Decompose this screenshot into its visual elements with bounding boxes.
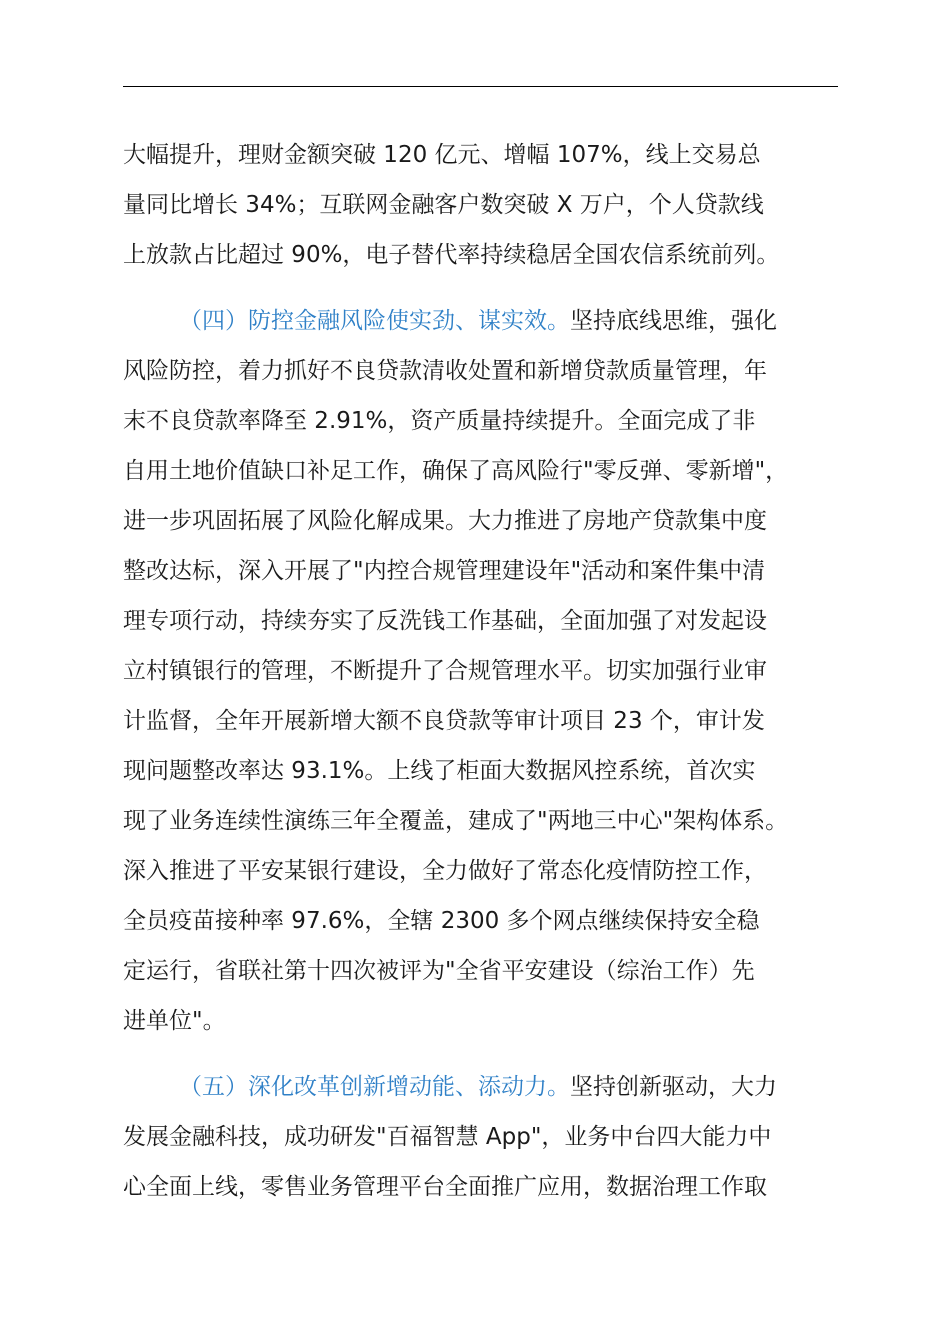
section-5-first-line	[123, 1062, 843, 1112]
text-line: 自用土地价值缺口补足工作，确保了高风险行"零反弹、零新增"，	[123, 458, 789, 484]
text-line: 风险防控，着力抓好不良贷款清收处置和新增贷款质量管理，年	[123, 358, 767, 384]
section-4-first-line	[123, 296, 843, 346]
text-line: 末不良贷款率降至 2.91%，资产质量持续提升。全面完成了非	[123, 408, 756, 434]
body-text	[123, 130, 843, 1212]
text-line: 计监督，全年开展新增大额不良贷款等审计项目 23 个，审计发	[123, 708, 765, 734]
text-line: 心全面上线，零售业务管理平台全面推广应用，数据治理工作取	[123, 1174, 767, 1200]
header-rule	[123, 86, 838, 87]
text-line: 进单位"。	[123, 1008, 226, 1034]
text-line: 整改达标，深入开展了"内控合规管理建设年"活动和案件集中清	[123, 558, 766, 584]
text-line: 进一步巩固拓展了风险化解成果。大力推进了房地产贷款集中度	[123, 508, 767, 534]
text-line: 定运行，省联社第十四次被评为"全省平安建设（综治工作）先	[123, 958, 755, 984]
text-line: 理专项行动，持续夯实了反洗钱工作基础，全面加强了对发起设	[123, 608, 767, 634]
text-line: 上放款占比超过 90%，电子替代率持续稳居全国农信系统前列。	[123, 242, 780, 268]
text-line: 深入推进了平安某银行建设，全力做好了常态化疫情防控工作，	[123, 858, 767, 884]
section-4-first-line-rest: 坚持底线思维，强化	[570, 308, 777, 334]
section-5-heading: （五）深化改革创新增动能、添动力。	[179, 1074, 570, 1100]
text-line: 立村镇银行的管理，不断提升了合规管理水平。切实加强行业审	[123, 658, 767, 684]
text-line: 量同比增长 34%；互联网金融客户数突破 X 万户，个人贷款线	[123, 192, 764, 218]
section-5-first-line-rest: 坚持创新驱动，大力	[570, 1074, 777, 1100]
text-line: 现问题整改率达 93.1%。上线了柜面大数据风控系统，首次实	[123, 758, 756, 784]
text-line: 发展金融科技，成功研发"百福智慧 App"，业务中台四大能力中	[123, 1124, 772, 1150]
section-4-heading: （四）防控金融风险使实劲、谋实效。	[179, 308, 570, 334]
text-line: 现了业务连续性演练三年全覆盖，建成了"两地三中心"架构体系。	[123, 808, 789, 834]
text-line: 全员疫苗接种率 97.6%，全辖 2300 多个网点继续保持安全稳	[123, 908, 760, 934]
text-line: 大幅提升，理财金额突破 120 亿元、增幅 107%，线上交易总	[123, 142, 761, 168]
